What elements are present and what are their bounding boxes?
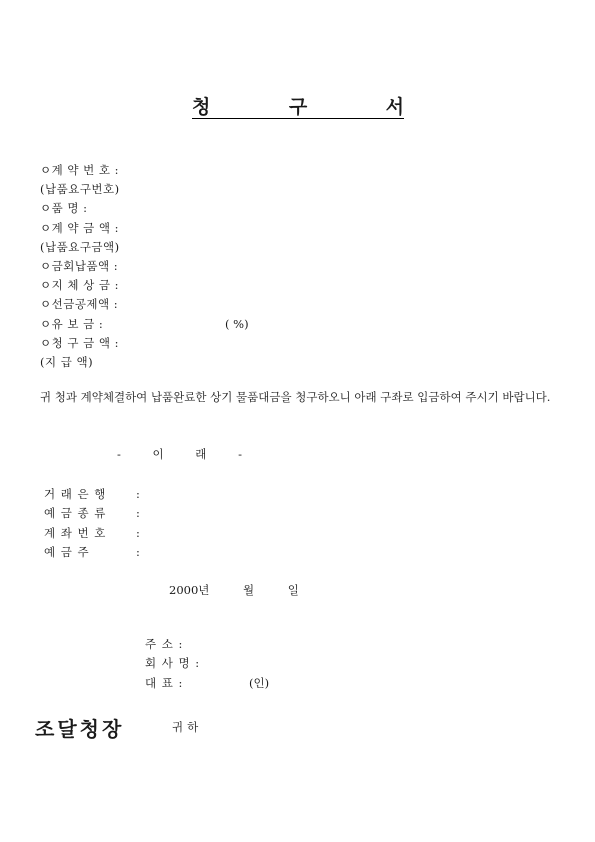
field-label: ㅇ지 체 상 금 : [40, 278, 120, 293]
title-char-2: 구 [288, 96, 308, 118]
field-label: ㅇ금회납품액 : [40, 258, 119, 273]
bank-colon: : [136, 487, 140, 501]
field-label: ㅇ계 약 금 액 : [40, 220, 120, 235]
field-row-advance-deduction [40, 295, 249, 314]
field-row-retention [40, 315, 249, 334]
field-row-claim-amount [40, 334, 249, 353]
bank-label: 예 금 종 류 [44, 506, 107, 521]
sign-label: 회 사 명 : [145, 656, 201, 671]
sign-row-address [145, 635, 269, 654]
bank-colon: : [136, 525, 140, 540]
recipient-honorific: 귀하 [172, 720, 203, 734]
bank-row-account-number [44, 524, 140, 543]
contract-field-list [40, 161, 249, 372]
title-char-1: 청 [192, 96, 211, 118]
field-row-payment-amount [40, 353, 249, 372]
field-row-order-number [40, 180, 249, 199]
field-row-item-name [40, 199, 249, 218]
document-title [192, 96, 404, 119]
sign-row-company [145, 654, 269, 673]
sign-label: 주 소 : [145, 637, 184, 651]
title-char-3: 서 [385, 96, 404, 118]
bank-colon: : [136, 506, 140, 521]
field-label: ㅇ유 보 금 : [40, 316, 104, 331]
sign-row-representative [145, 674, 269, 693]
document-date: 2000년 월 일 [169, 583, 299, 597]
field-label: ㅇ계 약 번 호 : [40, 163, 120, 177]
field-label: ㅇ품 명 : [40, 201, 88, 216]
bank-row-account-type [44, 504, 140, 523]
bank-info-list [44, 485, 140, 562]
field-label: ㅇ선금공제액 : [40, 297, 119, 312]
request-paragraph: 귀 청과 계약체결하여 납품완료한 상기 물품대금을 청구하오니 아래 구좌로 입금하여 주시기 바랍니다. [40, 390, 551, 404]
bank-row-bank [44, 485, 140, 504]
field-label: (납품요구금액) [40, 239, 120, 254]
retention-percent: ( %) [225, 316, 249, 331]
below-heading: - 이 래 - [117, 447, 242, 461]
seal-mark: (인) [249, 675, 270, 690]
field-row-order-amount [40, 238, 249, 257]
bank-row-account-holder [44, 543, 140, 562]
field-row-contract-amount [40, 219, 249, 238]
recipient-name: 조달청장 [35, 717, 125, 741]
field-row-delivery-amount [40, 257, 249, 276]
sign-label: 대 표 : [145, 675, 184, 690]
field-label: ㅇ청 구 금 액 : [40, 335, 120, 350]
field-label: (지 급 액) [40, 354, 94, 369]
field-row-contract-number [40, 161, 249, 180]
bank-label: 계 좌 번 호 [44, 525, 107, 540]
field-row-penalty [40, 276, 249, 295]
bank-label: 거 래 은 행 [44, 487, 107, 501]
bank-colon: : [136, 544, 140, 559]
signature-block [145, 635, 269, 693]
field-label: (납품요구번호) [40, 182, 120, 197]
bank-label: 예 금 주 [44, 544, 90, 559]
